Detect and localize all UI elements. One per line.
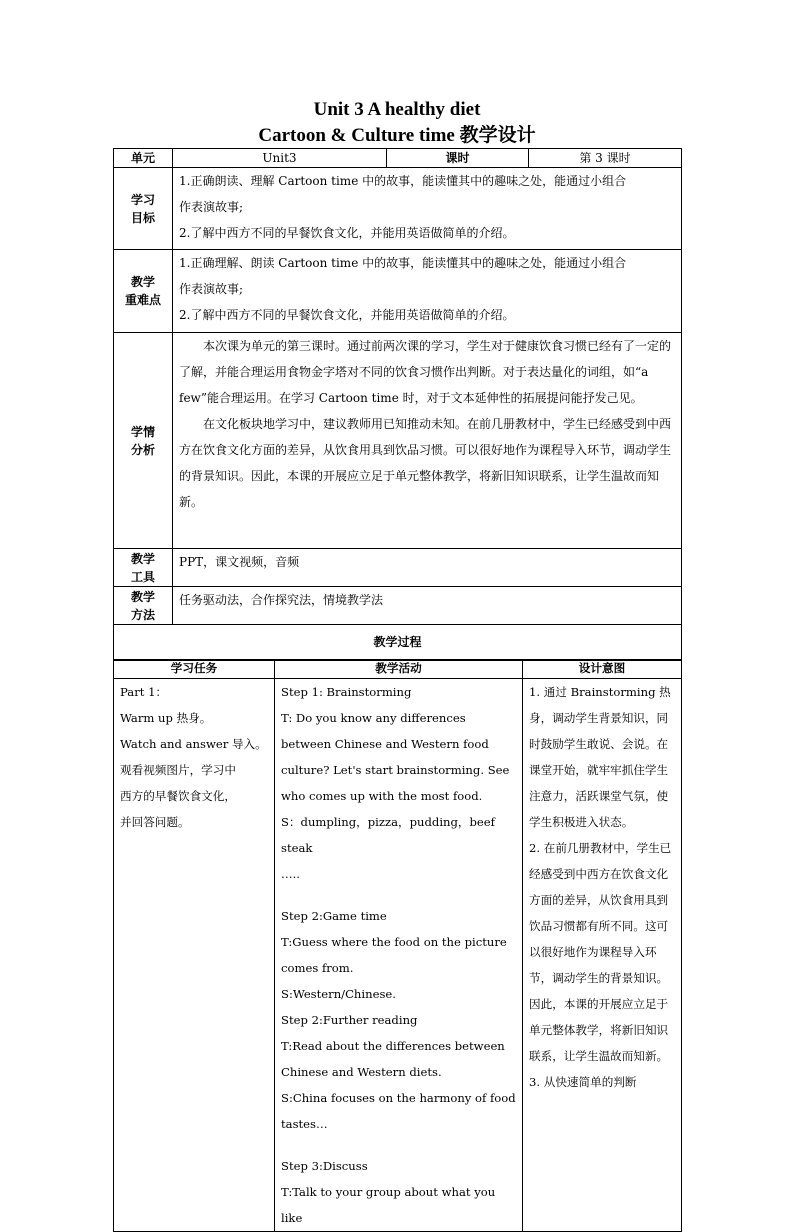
activity-text: S:China focuses on the harmony of food tastes… xyxy=(281,1091,516,1131)
methods-label xyxy=(114,587,173,625)
document-subtitle: Cartoon & Culture time 教学设计 xyxy=(258,125,536,146)
tools-row xyxy=(114,549,682,587)
tools-label xyxy=(114,549,173,587)
process-row-part1 xyxy=(114,679,682,1232)
intent-point-2: 2. 在前几册教材中，学生已经感受到中西方在饮食文化方面的差异，从饮食用具到饮品习惯都有所不同。这可以很好地作为课程导入环节，调动学生的背景知识。因此，本课的开展应立足于单元整体教学，将新旧知识联系，让学生温故而知新。 xyxy=(529,841,672,1063)
analysis-label xyxy=(114,333,173,549)
period-value: 第 3 课时 xyxy=(529,149,682,168)
task-cell xyxy=(114,679,275,1232)
tools-label-line1: 教学 xyxy=(130,551,155,566)
goals-content xyxy=(173,168,682,250)
analysis-paragraph-1: 本次课为单元的第三课时。通过前两次课的学习，学生对于健康饮食习惯已经有了一定的了解，并能合理运用食物金字塔对不同的饮食习惯作出判断。对于表达量化的词组，如“a few”能合理运用。在学习 Cartoon time 时，对于文本延伸性的拓展提问能抒发己见。 xyxy=(179,339,672,405)
task-line: Watch and answer 导入。 xyxy=(120,737,267,751)
key-points-label-line1: 教学 xyxy=(130,275,155,289)
tools-label-line2: 工具 xyxy=(130,569,155,584)
key-points-line-3: 2.了解中西方不同的早餐饮食文化，并能用英语做简单的介绍。 xyxy=(179,308,515,322)
key-points-line-2: 作表演故事; xyxy=(179,282,244,296)
activity-step: Step 2:Further reading xyxy=(281,1013,418,1027)
activity-text: T:Guess where the food on the picture comes from. xyxy=(281,935,507,975)
activity-text: T:Read about the differences between Chinese and Western diets. xyxy=(281,1039,505,1079)
intent-point-1: 1. 通过 Brainstorming 热身，调动学生背景知识，同时鼓励学生敢说、会说。在课堂开始，就牢牢抓住学生注意力，活跃课堂气氛，使学生积极进入状态。 xyxy=(529,685,671,829)
task-line: Warm up 热身。 xyxy=(120,711,212,725)
goals-line-1: 1.正确朗读、理解 Cartoon time 中的故事，能读懂其中的趣味之处，能通过小组合 xyxy=(179,174,627,188)
analysis-label-line1: 学情 xyxy=(130,424,155,439)
intent-cell xyxy=(523,679,682,1232)
lesson-info-table xyxy=(113,148,682,661)
activity-text: S：dumpling，pizza，pudding，beef steak xyxy=(281,815,495,855)
analysis-content xyxy=(173,333,682,549)
methods-content: 任务驱动法，合作探究法，情境教学法 xyxy=(173,587,682,625)
activity-step: Step 1: Brainstorming xyxy=(281,685,412,699)
spacer xyxy=(281,1137,516,1153)
analysis-row xyxy=(114,333,682,549)
task-line: Part 1： xyxy=(120,685,168,699)
key-points-content xyxy=(173,250,682,333)
activity-step: Step 3:Discuss xyxy=(281,1159,368,1173)
activity-text: ….. xyxy=(281,867,300,881)
activity-step: Step 2:Game time xyxy=(281,909,387,923)
methods-label-line2: 方法 xyxy=(130,607,155,622)
activity-text: S:Western/Chinese. xyxy=(281,987,396,1001)
analysis-paragraph-2: 在文化板块地学习中，建议教师用已知推动未知。在前几册教材中，学生已经感受到中西方在饮食文化方面的差异，从饮食用具到饮品习惯。可以很好地作为课程导入环节，调动学生的背景知识。因此，本课的开展应立足于单元整体教学，将新旧知识联系，让学生温故而知新。 xyxy=(179,417,672,509)
period-label: 课时 xyxy=(387,149,529,168)
goals-row xyxy=(114,168,682,250)
process-table xyxy=(113,659,682,1232)
goals-line-2: 作表演故事; xyxy=(179,200,244,214)
activity-text: T:Talk to your group about what you like xyxy=(281,1185,496,1225)
key-points-label xyxy=(114,250,173,333)
document-title: Unit 3 A healthy diet xyxy=(313,99,481,120)
analysis-label-line2: 分析 xyxy=(130,442,155,457)
process-title-row xyxy=(114,625,682,661)
col-header-intent: 设计意图 xyxy=(523,660,682,679)
key-points-line-1: 1.正确理解、朗读 Cartoon time 中的故事，能读懂其中的趣味之处，能通过小组合 xyxy=(179,256,627,270)
goals-label-line2: 目标 xyxy=(130,210,155,225)
key-points-label-line2: 重难点 xyxy=(124,293,161,307)
unit-value: Unit3 xyxy=(173,149,387,168)
col-header-task: 学习任务 xyxy=(114,660,275,679)
key-points-row xyxy=(114,250,682,333)
goals-label xyxy=(114,168,173,250)
col-header-activity: 教学活动 xyxy=(275,660,523,679)
goals-line-3: 2.了解中西方不同的早餐饮食文化，并能用英语做简单的介绍。 xyxy=(179,226,515,240)
task-line: 西方的早餐饮食文化， xyxy=(120,789,236,803)
spacer xyxy=(281,887,516,903)
activity-text: T: Do you know any differences between Chinese and Western food culture? Let's start brainstorming. See who comes up with the most food. xyxy=(281,711,510,803)
methods-label-line1: 教学 xyxy=(130,589,155,604)
intent-point-3: 3. 从快速简单的判断 xyxy=(529,1075,637,1089)
process-title: 教学过程 xyxy=(114,625,682,661)
unit-label: 单元 xyxy=(114,149,173,168)
task-line: 并回答问题。 xyxy=(120,815,190,829)
task-line: 观看视频图片，学习中 xyxy=(120,763,236,777)
goals-label-line1: 学习 xyxy=(130,192,155,207)
activity-cell xyxy=(275,679,523,1232)
process-header-row xyxy=(114,660,682,679)
unit-row xyxy=(114,149,682,168)
tools-content: PPT，课文视频，音频 xyxy=(173,549,682,587)
methods-row xyxy=(114,587,682,625)
